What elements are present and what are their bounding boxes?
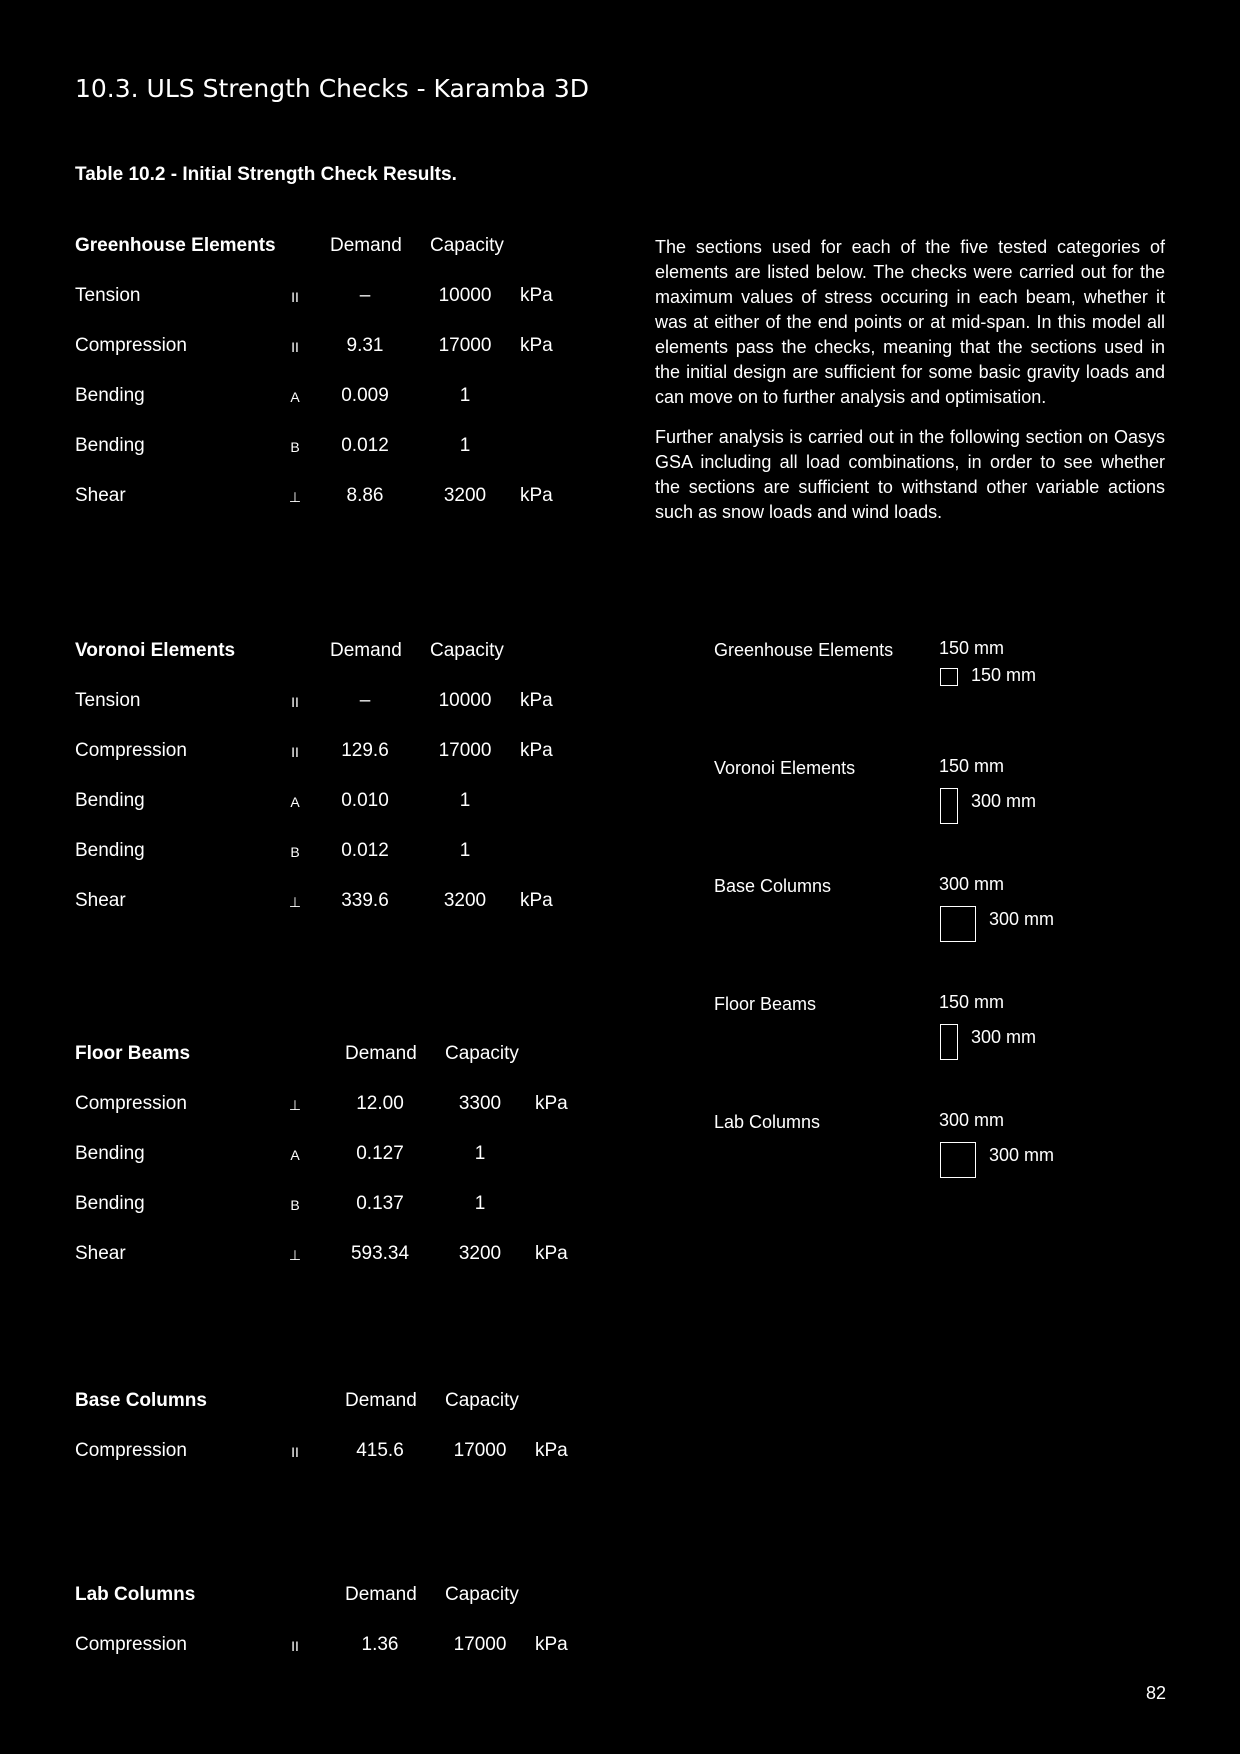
demand-header: Demand [345,1584,417,1605]
capacity-value: 17000 [438,335,492,356]
table-heading: Lab Columns [75,1584,196,1605]
demand-value: 9.31 [346,335,384,356]
axis-symbol: A [290,389,300,405]
demand-value: 1.36 [361,1634,399,1655]
capacity-value: 1 [459,435,471,456]
strength-table [75,235,595,535]
capacity-value: 1 [459,385,471,406]
unit-label: kPa [520,690,553,711]
section-name: Lab Columns [714,1112,821,1132]
axis-symbol: II [291,339,299,355]
capacity-value: 3300 [458,1093,502,1114]
check-label: Shear [75,485,126,506]
check-label: Bending [75,435,145,456]
section-width: 300 mm [939,874,1005,894]
capacity-header: Capacity [445,1584,519,1605]
demand-value: 0.010 [341,790,389,811]
axis-symbol: ⊥ [288,489,302,505]
table-header [75,1043,595,1093]
unit-label: kPa [520,740,553,761]
table-header [75,640,595,690]
table-row [75,1634,595,1684]
unit-label: kPa [535,1243,568,1264]
table-row [75,740,595,790]
section-height: 300 mm [989,1145,1055,1165]
axis-symbol: B [290,844,300,860]
table-row [75,435,595,485]
demand-value: 0.012 [341,435,389,456]
paragraph: The sections used for each of the five tested categories of elements are listed below. The checks were carried out for the maximum values of stress occuring in each beam, whether it was at either of the end points or at mid-span. In this model all elements pass the checks, meaning that the sections used in the initial design are sufficient for some basic gravity loads and can move on to further analysis and optimisation. [655,237,1165,407]
check-label: Compression [75,740,187,761]
axis-symbol: II [291,744,299,760]
demand-value: 0.127 [356,1143,404,1164]
table-header [75,235,595,285]
cross-section-icon [940,1142,976,1178]
demand-header: Demand [330,640,402,661]
check-label: Compression [75,1634,187,1655]
capacity-header: Capacity [445,1390,519,1411]
capacity-value: 1 [474,1193,486,1214]
section-name: Greenhouse Elements [714,640,894,660]
axis-symbol: II [291,289,299,305]
capacity-header: Capacity [445,1043,519,1064]
axis-symbol: II [291,1638,299,1654]
capacity-value: 1 [474,1143,486,1164]
table-row [75,385,595,435]
description [655,235,1165,540]
axis-symbol: II [291,1444,299,1460]
axis-symbol: B [290,1197,300,1213]
page-number: 82 [1145,1683,1166,1703]
table-caption: Table 10.2 - Initial Strength Check Results. [75,164,457,185]
table-heading: Floor Beams [75,1043,191,1064]
unit-label: kPa [535,1093,568,1114]
unit-label: kPa [535,1634,568,1655]
demand-value: 0.137 [356,1193,404,1214]
axis-symbol: B [290,439,300,455]
capacity-value: 1 [459,840,471,861]
unit-label: kPa [535,1440,568,1461]
check-label: Tension [75,285,141,306]
check-label: Tension [75,690,141,711]
section-width: 300 mm [939,1110,1005,1130]
table-row [75,285,595,335]
demand-value: 593.34 [350,1243,410,1264]
demand-value: – [359,690,371,711]
demand-header: Demand [345,1390,417,1411]
demand-value: 339.6 [341,890,389,911]
capacity-value: 10000 [438,690,492,711]
axis-symbol: ⊥ [288,1247,302,1263]
table-row [75,335,595,385]
table-heading: Greenhouse Elements [75,235,276,256]
section-width: 150 mm [939,992,1005,1012]
axis-symbol: ⊥ [288,1097,302,1113]
demand-value: 129.6 [341,740,389,761]
cross-section-icon [940,788,958,824]
axis-symbol: A [290,794,300,810]
strength-table [75,1043,595,1293]
paragraph: Further analysis is carried out in the following section on Oasys GSA including all load combinations, in order to see whether the sections are sufficient to withstand other variable actions such as snow loads and wind loads. [655,427,1165,522]
strength-table [75,640,595,940]
check-label: Bending [75,1193,145,1214]
table-row [75,1143,595,1193]
section-name: Base Columns [714,876,832,896]
section-height: 300 mm [989,909,1055,929]
table-row [75,890,595,940]
demand-value: 8.86 [346,485,384,506]
unit-label: kPa [520,485,553,506]
section-height: 300 mm [971,791,1037,811]
strength-table [75,1390,595,1490]
demand-header: Demand [345,1043,417,1064]
demand-header: Demand [330,235,402,256]
capacity-value: 1 [459,790,471,811]
section-width: 150 mm [939,638,1005,658]
check-label: Bending [75,1143,145,1164]
cross-section-icon [940,668,958,686]
capacity-value: 17000 [453,1634,507,1655]
check-label: Bending [75,385,145,406]
demand-value: 0.012 [341,840,389,861]
check-label: Bending [75,790,145,811]
capacity-header: Capacity [430,640,504,661]
table-heading: Voronoi Elements [75,640,236,661]
check-label: Compression [75,1440,187,1461]
section-height: 300 mm [971,1027,1037,1047]
capacity-value: 17000 [453,1440,507,1461]
table-header [75,1584,595,1634]
demand-value: – [359,285,371,306]
unit-label: kPa [520,335,553,356]
table-row [75,1093,595,1143]
check-label: Shear [75,1243,126,1264]
page-title: 10.3. ULS Strength Checks - Karamba 3D [75,74,590,103]
table-row [75,840,595,890]
axis-symbol: II [291,694,299,710]
table-header [75,1390,595,1440]
capacity-value: 3200 [443,890,487,911]
table-row [75,790,595,840]
unit-label: kPa [520,285,553,306]
table-row [75,1243,595,1293]
table-row [75,1440,595,1490]
demand-value: 12.00 [356,1093,404,1114]
strength-table [75,1584,595,1684]
capacity-header: Capacity [430,235,504,256]
unit-label: kPa [520,890,553,911]
capacity-value: 3200 [443,485,487,506]
demand-value: 415.6 [356,1440,404,1461]
axis-symbol: A [290,1147,300,1163]
section-height: 150 mm [971,665,1037,685]
cross-section-icon [940,1024,958,1060]
capacity-value: 3200 [458,1243,502,1264]
check-label: Compression [75,1093,187,1114]
capacity-value: 10000 [438,285,492,306]
table-row [75,690,595,740]
cross-section-icon [940,906,976,942]
section-name: Voronoi Elements [714,758,856,778]
check-label: Shear [75,890,126,911]
table-row [75,1193,595,1243]
demand-value: 0.009 [341,385,389,406]
check-label: Bending [75,840,145,861]
section-name: Floor Beams [714,994,817,1014]
section-width: 150 mm [939,756,1005,776]
capacity-value: 17000 [438,740,492,761]
axis-symbol: ⊥ [288,894,302,910]
table-heading: Base Columns [75,1390,207,1411]
table-row [75,485,595,535]
check-label: Compression [75,335,187,356]
